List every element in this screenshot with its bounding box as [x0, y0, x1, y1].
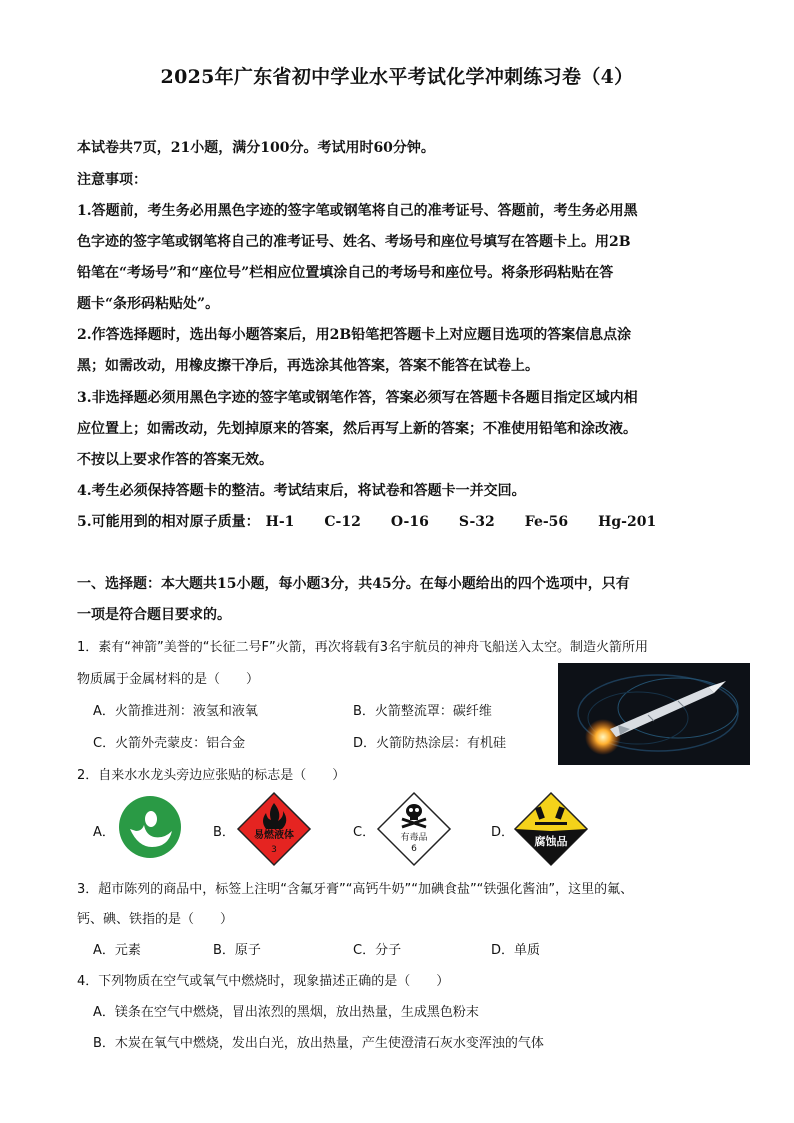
flammable-liquid-class: 3	[271, 845, 277, 855]
q2-option-b-label: B．	[213, 825, 235, 840]
note-line: 1.答题前，考生务必用黑色字迹的签字笔或钢笔将自己的准考证号、答题前，考生务必用黑	[77, 203, 638, 219]
atomic-mass-label: 5.可能用到的相对原子质量：	[77, 514, 260, 530]
q1-option-c: C．火箭外壳蒙皮：铝合金	[93, 736, 246, 751]
section-heading: 一、选择题：本大题共15小题，每小题3分，共45分。在每小题给出的四个选项中，只有	[77, 576, 630, 592]
corrosive-substance-sign-icon	[513, 791, 589, 871]
toxic-substance-sign-icon	[376, 791, 452, 871]
atomic-mass-item: H-1	[265, 514, 295, 530]
q3-option-c: C．分子	[353, 943, 402, 958]
question-1-stem: 物质属于金属材料的是（ ）	[77, 672, 260, 687]
q2-option-a-label: A．	[93, 825, 115, 840]
q1-option-d: D．火箭防热涂层：有机硅	[353, 736, 507, 751]
note-line: 色字迹的签字笔或钢笔将自己的准考证号、姓名、考场号和座位号填写在答题卡上。用2B	[77, 234, 631, 250]
q2-option-c-label: C．	[353, 825, 376, 840]
intro-text: 本试卷共7页，21小题，满分100分。考试用时60分钟。	[77, 140, 435, 156]
flammable-liquid-sign-icon	[236, 791, 312, 871]
note-line: 题卡“条形码粘贴处”。	[77, 296, 220, 312]
atomic-mass-item: Fe-56	[524, 514, 569, 530]
q4-option-a: A．镁条在空气中燃烧，冒出浓烈的黑烟，放出热量，生成黑色粉末	[93, 1005, 479, 1020]
q3-option-b: B．原子	[213, 943, 261, 958]
atomic-mass-item: O-16	[390, 514, 429, 530]
note-line: 铅笔在“考场号”和“座位号”栏相应位置填涂自己的考场号和座位号。将条形码粘贴在答	[77, 265, 614, 281]
rocket-image	[558, 663, 750, 765]
corrosive-substance-label: 腐蚀品	[534, 835, 568, 848]
note-line: 4.考生必须保持答题卡的整洁。考试结束后，将试卷和答题卡一并交回。	[77, 483, 526, 499]
note-line: 2.作答选择题时，选出每小题答案后，用2B铅笔把答题卡上对应题目选项的答案信息点涂	[77, 327, 632, 343]
question-3-stem: 3．超市陈列的商品中，标签上注明“含氟牙膏”“高钙牛奶”“加碘食盐”“铁强化酱油”，这里的氟、	[77, 882, 634, 897]
atomic-mass-item: Hg-201	[598, 514, 657, 530]
note-line: 应位置上；如需改动，先划掉原来的答案，然后再写上新的答案；不准使用铅笔和涂改液。	[77, 421, 637, 437]
water-saving-sign-icon	[118, 795, 182, 863]
question-1-stem: 1．素有“神箭”美誉的“长征二号F”火箭，再次将载有3名宇航员的神舟飞船送入太空。制造火箭所用	[77, 640, 648, 655]
section-heading: 一项是符合题目要求的。	[77, 607, 231, 623]
page-title: 2025年广东省初中学业水平考试化学冲刺练习卷（4）	[160, 66, 634, 88]
q3-option-d: D．单质	[491, 943, 541, 958]
question-4-stem: 4．下列物质在空气或氧气中燃烧时，现象描述正确的是（ ）	[77, 974, 450, 989]
toxic-substance-class: 6	[411, 844, 417, 854]
atomic-mass-item: C-12	[324, 514, 361, 530]
note-line: 黑；如需改动，用橡皮擦干净后，再选涂其他答案，答案不能答在试卷上。	[77, 358, 539, 374]
flammable-liquid-label: 易燃液体	[254, 830, 294, 841]
q1-option-b: B．火箭整流罩：碳纤维	[353, 704, 492, 719]
q1-option-a: A．火箭推进剂：液氢和液氧	[93, 704, 258, 719]
atomic-mass-item: S-32	[458, 514, 495, 530]
note-line: 3.非选择题必须用黑色字迹的签字笔或钢笔作答，答案必须写在答题卡各题目指定区域内相	[77, 390, 638, 406]
atomic-mass-line	[77, 511, 686, 531]
question-3-stem: 钙、碘、铁指的是（ ）	[77, 912, 234, 927]
notes-heading: 注意事项：	[77, 172, 147, 188]
note-line: 不按以上要求作答的答案无效。	[77, 452, 273, 468]
q3-option-a: A．元素	[93, 943, 141, 958]
q2-option-d-label: D．	[491, 825, 515, 840]
toxic-substance-label: 有毒品	[400, 833, 428, 843]
q4-option-b: B．木炭在氧气中燃烧，发出白光，放出热量，产生使澄清石灰水变浑浊的气体	[93, 1036, 544, 1051]
question-2-stem: 2．自来水水龙头旁边应张贴的标志是（ ）	[77, 768, 346, 783]
